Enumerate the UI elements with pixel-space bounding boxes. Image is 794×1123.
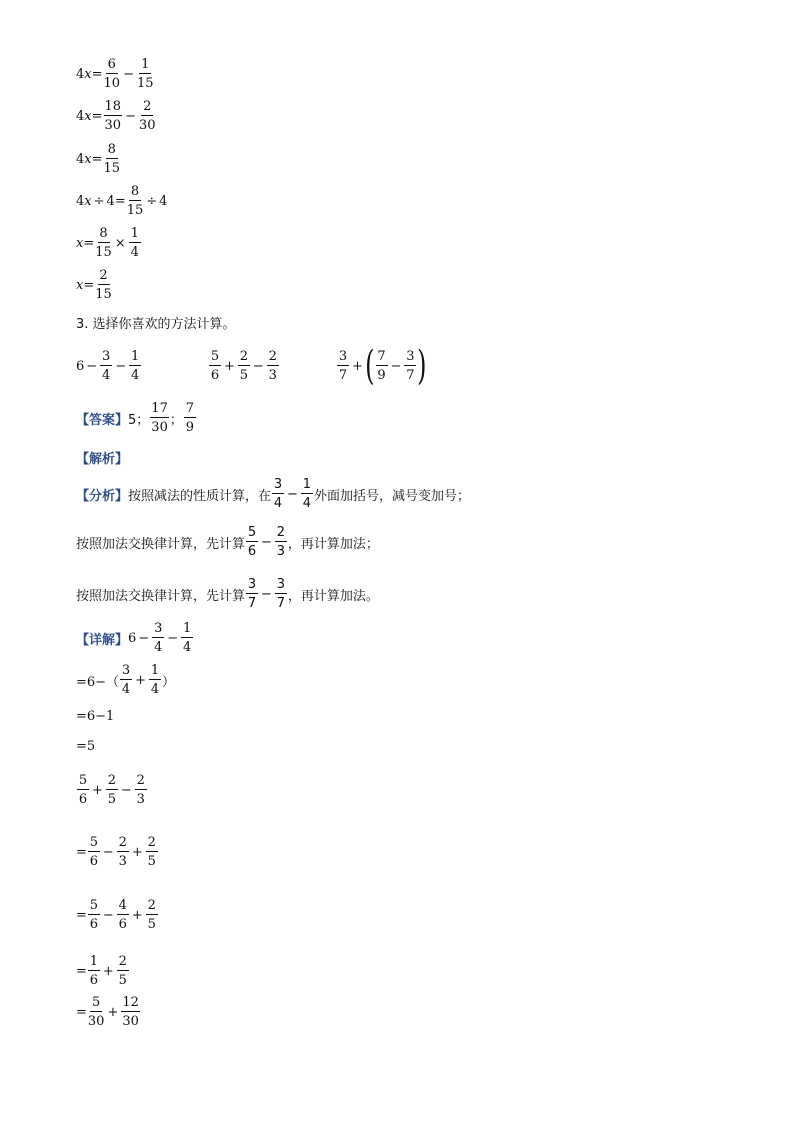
fraction: $\frac{1}{4}$ [130, 226, 139, 260]
q3-expr-3: $\frac{3}{7}$ + ( $\frac{7}{9}$ − $\frac{3}{7}$ ) [338, 343, 427, 389]
question-3-title: 3. 选择你喜欢的方法计算。 [76, 317, 236, 332]
fraction: $\frac{7}{9}$ [185, 401, 194, 435]
fraction: $\frac{8}{15}$ [95, 226, 112, 260]
detail-line-2: =6−（ $\frac{3}{4}$ + $\frac{1}{4}$ ） [76, 663, 175, 697]
fraction: $\frac{6}{10}$ [103, 57, 121, 91]
fraction: $\frac{5}{30}$ [87, 995, 105, 1029]
q3-expr-1: 6 − $\frac{3}{4}$ − $\frac{1}{4}$ [76, 349, 140, 383]
fraction: $\frac{7}{9}$ [377, 349, 386, 383]
fraction: $\frac{4}{6}$ [118, 898, 127, 932]
fraction: $\frac{3}{7}$ [406, 349, 415, 383]
detail-line-9: = $\frac{5}{30}$ + $\frac{12}{30}$ [76, 995, 139, 1029]
eq-line-2: 4 x = $\frac{18}{30}$ − $\frac{2}{30}$ [76, 99, 156, 133]
fraction: $\frac{17}{30}$ [151, 401, 168, 435]
fraction: $\frac{2}{3}$ [276, 525, 286, 559]
eq-line-3: 4 x = $\frac{8}{15}$ [76, 142, 121, 176]
fraction: $\frac{2}{3}$ [268, 349, 277, 383]
fraction: $\frac{1}{4}$ [150, 663, 160, 697]
answer-tag: 【答案】 [76, 412, 129, 428]
detail-line-6: = $\frac{5}{6}$ − $\frac{2}{3}$ + $\frac{2}{5}$ [76, 835, 156, 869]
fraction: $\frac{2}{5}$ [107, 773, 117, 807]
detail-line-8: = $\frac{1}{6}$ + $\frac{2}{5}$ [76, 954, 127, 988]
fraction: $\frac{8}{15}$ [103, 142, 121, 176]
eq-line-5: x = $\frac{8}{15}$ × $\frac{1}{4}$ [76, 226, 139, 260]
fraction: $\frac{2}{3}$ [136, 773, 145, 807]
fraction: $\frac{2}{3}$ [118, 835, 127, 869]
right-paren: ) [417, 343, 427, 389]
left-paren: ( [365, 343, 375, 389]
fraction: $\frac{1}{4}$ [130, 349, 140, 383]
detail-line-7: = $\frac{5}{6}$ − $\frac{4}{6}$ + $\frac{2}{5}$ [76, 898, 156, 932]
fraction: $\frac{3}{4}$ [154, 621, 163, 655]
detail-line-4: =5 [76, 739, 96, 754]
eq-line-6: x = $\frac{2}{15}$ [76, 268, 112, 302]
fraction: $\frac{8}{15}$ [126, 184, 144, 218]
analysis-line-3: 按照加法交换律计算，先计算 $\frac{3}{7}$ − $\frac{3}{7}$ ，再计算加法。 [76, 577, 379, 611]
fraction: $\frac{2}{5}$ [147, 835, 156, 869]
fraction: $\frac{18}{30}$ [104, 99, 122, 133]
answer-line: 【答案】 5； $\frac{17}{30}$ ； $\frac{7}{9}$ [76, 401, 194, 435]
detail-line-3: =6−1 [76, 709, 115, 724]
fraction: $\frac{3}{7}$ [338, 349, 348, 383]
fraction: $\frac{3}{4}$ [102, 349, 111, 383]
fraction: $\frac{3}{7}$ [276, 577, 286, 611]
fraction: $\frac{2}{15}$ [95, 268, 112, 302]
fraction: $\frac{3}{7}$ [247, 577, 257, 611]
fraction: $\frac{1}{4}$ [302, 477, 312, 511]
detail-line-5: $\frac{5}{6}$ + $\frac{2}{5}$ − $\frac{2}{3}$ [78, 773, 145, 807]
eq-line-4: 4 x ÷ 4 = $\frac{8}{15}$ ÷ 4 [76, 184, 168, 218]
analysis-heading: 【解析】 [76, 452, 129, 467]
fraction: $\frac{5}{6}$ [89, 835, 99, 869]
fraction: $\frac{3}{4}$ [273, 477, 283, 511]
detail-line-1: 【详解】 6 − $\frac{3}{4}$ − $\frac{1}{4}$ [76, 621, 192, 655]
fraction: $\frac{2}{5}$ [118, 954, 127, 988]
fraction: $\frac{5}{6}$ [78, 773, 88, 807]
fraction: $\frac{2}{5}$ [239, 349, 249, 383]
fraction: $\frac{1}{4}$ [182, 621, 192, 655]
analysis-line-2: 按照加法交换律计算，先计算 $\frac{5}{6}$ − $\frac{2}{3}$ ，再计算加法； [76, 525, 379, 559]
q3-expr-2: $\frac{5}{6}$ + $\frac{2}{5}$ − $\frac{2}{3}$ [210, 349, 277, 383]
fraction: $\frac{1}{15}$ [136, 57, 154, 91]
analysis-line-1: 【分析】 按照减法的性质计算，在 $\frac{3}{4}$ − $\frac{1}{4}$ 外面加括号，减号变加号； [76, 477, 470, 511]
fraction: $\frac{5}{6}$ [89, 898, 99, 932]
eq-line-1: 4 x = $\frac{6}{10}$ − $\frac{1}{15}$ [76, 57, 154, 91]
fraction: $\frac{3}{4}$ [121, 663, 131, 697]
fraction: $\frac{5}{6}$ [210, 349, 220, 383]
fraction: $\frac{1}{6}$ [89, 954, 99, 988]
fraction: $\frac{12}{30}$ [122, 995, 139, 1029]
fraction: $\frac{2}{30}$ [138, 99, 156, 133]
fraction: $\frac{5}{6}$ [247, 525, 257, 559]
fraction: $\frac{2}{5}$ [147, 898, 156, 932]
